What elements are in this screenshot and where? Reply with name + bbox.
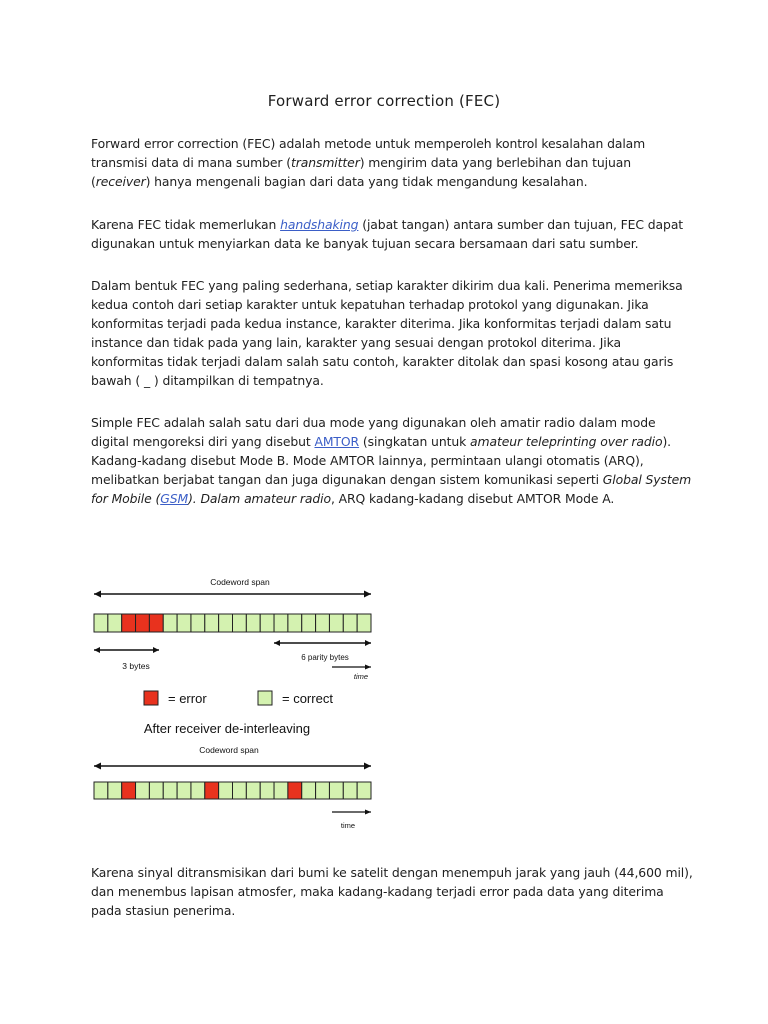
correct-byte-cell: [246, 614, 260, 632]
paragraph-line: kedua contoh dari setiap karakter untuk kepatuhan terhadap protokol yang digunakan. Jika: [91, 297, 649, 312]
correct-byte-cell: [177, 782, 191, 799]
correct-byte-cell: [357, 782, 371, 799]
italic-term: amateur teleprinting over radio: [470, 434, 663, 449]
correct-byte-cell: [246, 782, 260, 799]
handshaking-link[interactable]: handshaking: [280, 217, 359, 232]
italic-term: Global System: [602, 472, 692, 487]
paragraph-5: [91, 863, 691, 920]
parity-label: 6 parity bytes: [301, 653, 349, 662]
legend-error-swatch: [144, 691, 158, 705]
correct-byte-cell: [329, 614, 343, 632]
codeword-span-label-bottom: Codeword span: [199, 745, 259, 755]
correct-byte-cell: [219, 614, 233, 632]
correct-byte-cell: [108, 782, 122, 799]
italic-term: transmitter: [290, 155, 360, 170]
paragraph-line: [91, 470, 691, 489]
error-byte-cell: [205, 782, 219, 799]
correct-byte-cell: [260, 782, 274, 799]
paragraph-2: [91, 215, 691, 253]
bytes-label: 3 bytes: [122, 661, 150, 671]
text-span: ).: [662, 434, 672, 449]
correct-byte-cell: [191, 782, 205, 799]
text-span: (: [91, 174, 96, 189]
text-span: (: [151, 491, 161, 506]
paragraph-line: Simple FEC adalah salah satu dari dua mode yang digunakan oleh amatir radio dalam mode: [91, 415, 656, 430]
paragraph-line: pada stasiun penerima.: [91, 903, 236, 918]
correct-byte-cell: [357, 614, 371, 632]
legend-correct-swatch: [258, 691, 272, 705]
paragraph-line: digunakan untuk menyiarkan data ke banyak tujuan secara bersamaan dari satu sumber.: [91, 236, 639, 251]
paragraph-line: dan menembus lapisan atmosfer, maka kadang-kadang terjadi error pada data yang diterima: [91, 884, 664, 899]
correct-byte-cell: [191, 614, 205, 632]
paragraph-line: Forward error correction (FEC) adalah metode untuk memperoleh kontrol kesalahan dalam: [91, 136, 646, 151]
paragraph-4: [91, 413, 691, 508]
paragraph-1: [91, 134, 691, 191]
codeword-row-bottom: [94, 782, 371, 799]
italic-term: for Mobile: [91, 491, 152, 506]
text-span: transmisi data di mana sumber (: [91, 155, 291, 170]
paragraph-line: instance dan tidak pada yang lain, karakter yang sesuai dengan protokol diterima. Jika: [91, 335, 621, 350]
correct-byte-cell: [316, 782, 330, 799]
correct-byte-cell: [302, 614, 316, 632]
deinterleaving-heading: After receiver de-interleaving: [143, 721, 311, 736]
codeword-row-top: [94, 614, 371, 632]
error-byte-cell: [122, 782, 136, 799]
legend-error-label: = error: [168, 691, 207, 706]
correct-byte-cell: [163, 782, 177, 799]
correct-byte-cell: [329, 782, 343, 799]
interleaving-figure: [88, 570, 378, 838]
correct-byte-cell: [233, 782, 247, 799]
text-span: ) mengirim data yang berlebihan dan tujuan: [359, 155, 631, 170]
text-span: melibatkan berjabat tangan dan juga digunakan dengan sistem komunikasi seperti: [91, 472, 603, 487]
paragraph-line: Karena sinyal ditransmisikan dari bumi ke satelit dengan menempuh jarak yang jauh (44,600 mil),: [91, 865, 693, 880]
paragraph-line: Kadang-kadang disebut Mode B. Mode AMTOR lainnya, permintaan ulangi otomatis (ARQ),: [91, 453, 644, 468]
paragraph-line: bawah ( _ ) ditampilkan di tempatnya.: [91, 373, 324, 388]
paragraph-line: Dalam bentuk FEC yang paling sederhana, setiap karakter dikirim dua kali. Penerima memeriksa: [91, 278, 683, 293]
time-label-top: time: [353, 672, 369, 681]
correct-byte-cell: [316, 614, 330, 632]
correct-byte-cell: [94, 782, 108, 799]
legend-correct-label: = correct: [282, 691, 333, 706]
page-title: Forward error correction (FEC): [267, 92, 501, 110]
paragraph-line: konformitas terjadi pada kedua instance, karakter diterima. Jika konformitas terjadi dalam satu: [91, 316, 672, 331]
correct-byte-cell: [288, 614, 302, 632]
correct-byte-cell: [274, 782, 288, 799]
correct-byte-cell: [136, 782, 150, 799]
correct-byte-cell: [149, 782, 163, 799]
text-span: digital mengoreksi diri yang disebut: [91, 434, 315, 449]
paragraph-line: [91, 215, 691, 234]
correct-byte-cell: [343, 782, 357, 799]
amtor-link[interactable]: AMTOR: [314, 434, 360, 449]
interleaving-diagram: [88, 570, 378, 838]
paragraph-line: [91, 489, 691, 508]
correct-byte-cell: [205, 614, 219, 632]
correct-byte-cell: [343, 614, 357, 632]
paragraph-line: [91, 172, 691, 191]
text-span: Karena FEC tidak memerlukan: [91, 217, 281, 232]
error-byte-cell: [136, 614, 150, 632]
error-byte-cell: [288, 782, 302, 799]
paragraph-line: [91, 153, 691, 172]
text-span: (singkatan untuk: [359, 434, 470, 449]
error-byte-cell: [149, 614, 163, 632]
time-label-bottom: time: [340, 821, 356, 830]
correct-byte-cell: [219, 782, 233, 799]
correct-byte-cell: [260, 614, 274, 632]
correct-byte-cell: [94, 614, 108, 632]
text-span: (jabat tangan) antara sumber dan tujuan, FEC dapat: [358, 217, 684, 232]
paragraph-line: konformitas tidak terjadi dalam salah satu contoh, karakter ditolak dan spasi kosong atau garis: [91, 354, 674, 369]
paragraph-line: [91, 432, 691, 451]
correct-byte-cell: [108, 614, 122, 632]
correct-byte-cell: [163, 614, 177, 632]
correct-byte-cell: [302, 782, 316, 799]
text-span: , ARQ kadang-kadang disebut AMTOR Mode A.: [330, 491, 615, 506]
text-span: ) hanya mengenali bagian dari data yang tidak mengandung kesalahan.: [145, 174, 588, 189]
gsm-link[interactable]: GSM: [160, 491, 189, 506]
italic-term: amateur radio: [244, 491, 331, 506]
paragraph-3: [91, 276, 691, 390]
error-byte-cell: [122, 614, 136, 632]
correct-byte-cell: [177, 614, 191, 632]
codeword-span-label-top: Codeword span: [210, 577, 270, 587]
correct-byte-cell: [233, 614, 247, 632]
text-span: ). Dalam: [188, 491, 245, 506]
correct-byte-cell: [274, 614, 288, 632]
italic-term: receiver: [95, 174, 146, 189]
